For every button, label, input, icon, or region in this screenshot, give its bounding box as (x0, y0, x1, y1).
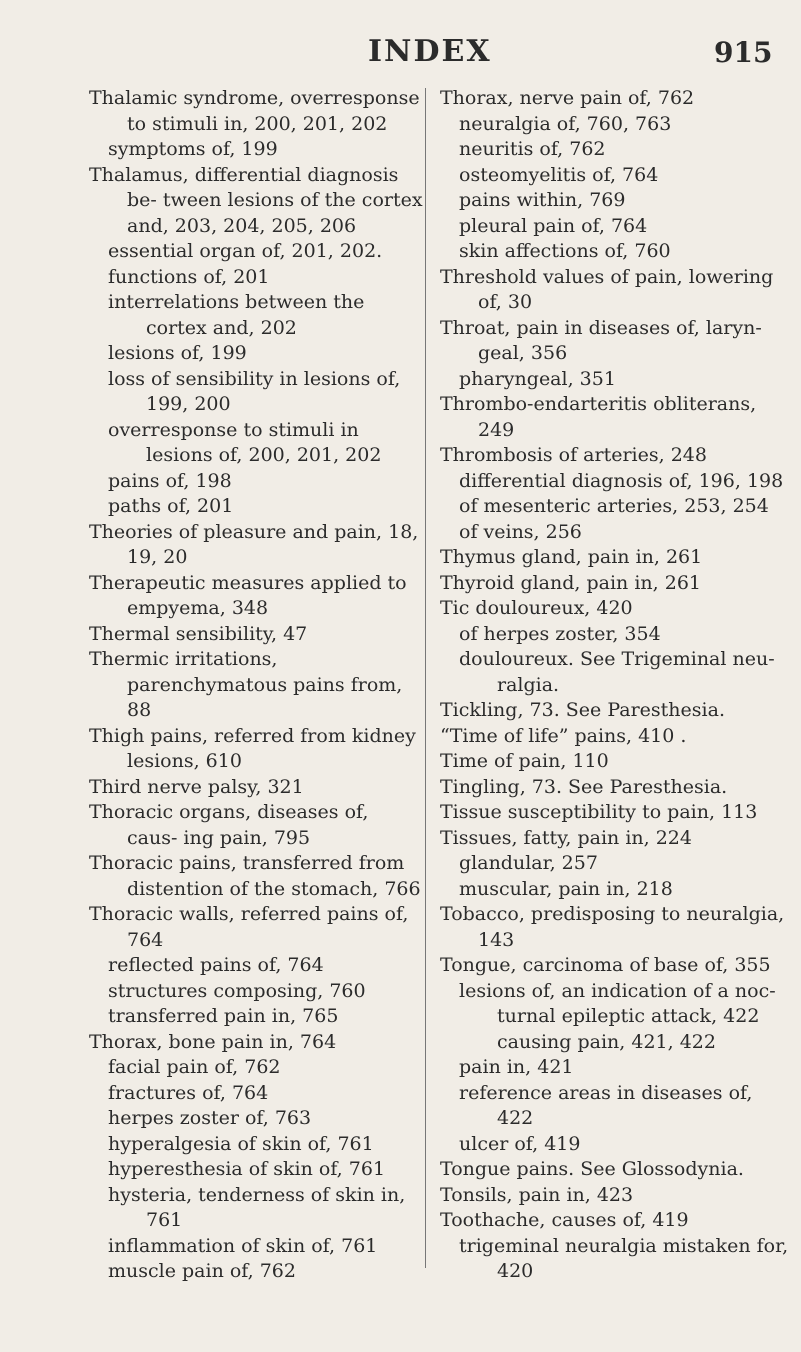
index-entry: Tingling, 73. See Paresthesia. (440, 775, 728, 798)
index-column-left (89, 86, 424, 1285)
index-entry: Tobacco, predisposing to neuralgia, 143 (440, 903, 785, 951)
index-subentry: hyperalgesia of skin of, 761 (108, 1132, 374, 1155)
index-subentry: loss of sensibility in lesions of, 199, 200 (108, 367, 401, 415)
index-subentry: functions of, 201 (108, 265, 270, 288)
index-entry: Theories of pleasure and pain, 18, 19, 20 (89, 520, 419, 568)
index-subentry: douloureux. See Trigeminal neu- ralgia. (459, 648, 775, 696)
index-entry: Throat, pain in diseases of, laryn- geal, 356 (440, 316, 762, 364)
index-entry: Thoracic walls, referred pains of, 764 (89, 903, 409, 951)
index-subentry: pain in, 421 (459, 1056, 574, 1078)
index-entry: Thermal sensibility, 47 (89, 622, 308, 645)
index-entry: Time of pain, 110 (440, 750, 609, 772)
index-entry: Threshold values of pain, lowering of, 30 (440, 265, 774, 313)
index-subentry: paths of, 201 (108, 495, 234, 517)
index-subentry: interrelations between the cortex and, 202 (108, 291, 365, 339)
index-subentry: glandular, 257 (459, 852, 598, 874)
index-subentry: hysteria, tenderness of skin in, 761 (108, 1183, 406, 1231)
index-subentry: overresponse to stimuli in lesions of, 200, 201, 202 (108, 418, 382, 466)
page-number: 915 (714, 36, 773, 69)
index-entry: Tissues, fatty, pain in, 224 (440, 826, 692, 849)
index-entry: Tonsils, pain in, 423 (440, 1183, 634, 1206)
index-subentry: reflected pains of, 764 (108, 954, 324, 976)
index-entry: Third nerve palsy, 321 (89, 775, 304, 798)
index-entry: Thoracic pains, transferred from distention of the stomach, 766 (89, 852, 421, 900)
index-subentry: fractures of, 764 (108, 1081, 269, 1104)
index-entry: Thymus gland, pain in, 261 (440, 546, 703, 568)
index-subentry: transferred pain in, 765 (108, 1005, 339, 1027)
index-entry: Therapeutic measures applied to empyema, 348 (89, 571, 407, 619)
index-subentry: of mesenteric arteries, 253, 254 (459, 495, 769, 517)
index-subentry: pleural pain of, 764 (459, 214, 648, 237)
index-subentry: facial pain of, 762 (108, 1056, 281, 1078)
index-subentry: structures composing, 760 (108, 979, 366, 1002)
index-entry: Thorax, bone pain in, 764 (89, 1030, 337, 1053)
index-entry: “Time of life” pains, 410 . (440, 724, 687, 747)
index-subentry: osteomyelitis of, 764 (459, 163, 659, 186)
index-subentry: turnal epileptic attack, 422 (497, 1005, 760, 1027)
index-subentry: differential diagnosis of, 196, 198 (459, 469, 784, 492)
index-subentry: muscle pain of, 762 (108, 1260, 296, 1282)
index-entry: Thorax, nerve pain of, 762 (440, 87, 695, 109)
running-head (0, 30, 801, 70)
index-entry: Tic douloureux, 420 (440, 597, 633, 619)
index-subentry: trigeminal neuralgia mistaken for, 420 (459, 1234, 789, 1282)
index-subentry: muscular, pain in, 218 (459, 877, 673, 900)
index-entry: Tongue pains. See Glossodynia. (440, 1158, 744, 1180)
index-entry: Thalamus, differential diagnosis be- tween lesions of the cortex and, 203, 204, 205, 206 (89, 163, 423, 237)
index-entry: Tissue susceptibility to pain, 113 (440, 801, 758, 823)
index-entry: Thalamic syndrome, overresponse to stimuli in, 200, 201, 202 (89, 87, 420, 135)
index-subentry: herpes zoster of, 763 (108, 1107, 312, 1129)
index-subentry: of veins, 256 (459, 520, 582, 543)
index-subentry: lesions of, an indication of a noc- (459, 979, 776, 1002)
index-subentry: neuritis of, 762 (459, 138, 606, 160)
index-entry: Toothache, causes of, 419 (440, 1209, 689, 1231)
index-subentry: pharyngeal, 351 (459, 367, 616, 390)
running-title: INDEX (368, 34, 492, 69)
index-subentry: skin affections of, 760 (459, 240, 671, 262)
index-entry: Thigh pains, referred from kidney lesions, 610 (89, 724, 416, 772)
index-subentry: lesions of, 199 (108, 342, 247, 364)
column-divider (425, 88, 426, 1268)
index-subentry: essential organ of, 201, 202. (108, 240, 383, 262)
index-subentry: pains within, 769 (459, 189, 626, 211)
index-subentry: reference areas in diseases of, 422 (459, 1081, 753, 1129)
index-subentry: ulcer of, 419 (459, 1132, 581, 1155)
index-entry: Tickling, 73. See Paresthesia. (440, 699, 725, 721)
index-entry: Thrombosis of arteries, 248 (440, 444, 707, 466)
index-entry: Thermic irritations, parenchymatous pains from, 88 (89, 648, 403, 721)
index-entry: Thrombo-endarteritis obliterans, 249 (440, 393, 757, 441)
index-subentry: of herpes zoster, 354 (459, 622, 661, 645)
index-entry: Thyroid gland, pain in, 261 (440, 571, 701, 594)
index-subentry: inflammation of skin of, 761 (108, 1234, 378, 1257)
index-subentry: hyperesthesia of skin of, 761 (108, 1158, 386, 1180)
index-entry: Tongue, carcinoma of base of, 355 (440, 954, 771, 976)
index-subentry: causing pain, 421, 422 (497, 1030, 716, 1053)
index-subentry: symptoms of, 199 (108, 138, 278, 160)
index-column-right (440, 86, 790, 1285)
index-subentry: neuralgia of, 760, 763 (459, 112, 672, 135)
index-entry: Thoracic organs, diseases of, caus- ing pain, 795 (89, 801, 369, 849)
index-subentry: pains of, 198 (108, 469, 232, 492)
